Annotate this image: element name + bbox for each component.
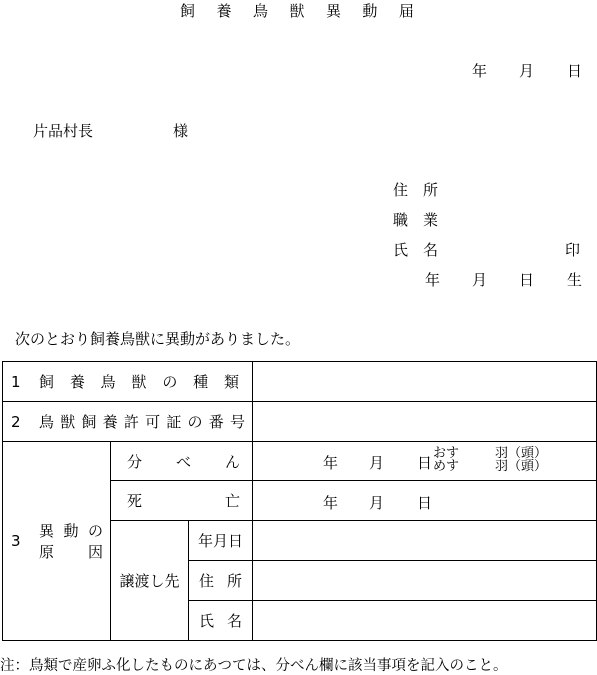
seal-mark: 印 bbox=[565, 241, 581, 259]
label-char: 名 bbox=[226, 612, 242, 630]
label-char: の bbox=[87, 522, 103, 540]
label-char: 号 bbox=[229, 413, 245, 431]
label-char: 鳥 bbox=[100, 373, 116, 391]
row-number: 1 bbox=[11, 372, 21, 391]
label-char: 養 bbox=[102, 413, 118, 431]
label-char: 動 bbox=[63, 522, 79, 540]
birth-detail-cell[interactable] bbox=[253, 442, 597, 481]
title-char: 異 bbox=[325, 2, 341, 20]
label-char: 種 bbox=[193, 373, 209, 391]
female-label: めす bbox=[433, 459, 460, 474]
species-label-cell bbox=[3, 362, 253, 402]
table-row bbox=[3, 362, 597, 402]
label-char: 因 bbox=[87, 543, 103, 561]
transfer-date-input[interactable] bbox=[253, 521, 597, 561]
table-row bbox=[3, 402, 597, 442]
female-unit: 羽（頭） bbox=[495, 459, 548, 474]
applicant-address-label-1: 住 bbox=[393, 181, 409, 199]
label-char: 所 bbox=[226, 572, 242, 590]
label-char: 養 bbox=[69, 373, 85, 391]
cause-label-cell bbox=[3, 442, 111, 641]
permit-label-cell bbox=[3, 402, 253, 442]
applicant-name-label-1: 氏 bbox=[393, 241, 409, 259]
transfer-address-input[interactable] bbox=[253, 561, 597, 601]
title-char: 養 bbox=[216, 2, 232, 20]
date-year: 年 bbox=[472, 62, 488, 80]
label-char: 住 bbox=[199, 572, 215, 590]
label-char: 番 bbox=[208, 413, 224, 431]
transfer-date-label-cell bbox=[189, 521, 253, 561]
applicant-name-label-2: 名 bbox=[423, 241, 439, 259]
permit-number-input[interactable] bbox=[253, 402, 597, 442]
transfer-name-label-cell bbox=[189, 601, 253, 641]
birth-date-year: 年 bbox=[323, 454, 339, 472]
row-number: 2 bbox=[11, 412, 21, 431]
table-row bbox=[3, 442, 597, 481]
birth-month: 月 bbox=[472, 271, 488, 289]
label-char: 氏 bbox=[199, 612, 215, 630]
death-date-year: 年 bbox=[323, 493, 339, 512]
applicant-occupation-label-2: 業 bbox=[423, 211, 439, 229]
death-date-month: 月 bbox=[369, 493, 385, 512]
title-char: 届 bbox=[398, 2, 414, 20]
label-char: 獣 bbox=[60, 413, 76, 431]
birth-date-month: 月 bbox=[369, 454, 385, 472]
label-char: ん bbox=[224, 452, 240, 471]
title-char: 動 bbox=[362, 2, 378, 20]
label-char: 亡 bbox=[224, 492, 240, 510]
birth-suffix: 生 bbox=[567, 271, 583, 289]
document-title bbox=[180, 0, 414, 21]
label-char: べ bbox=[175, 452, 191, 471]
label-char: 可 bbox=[145, 413, 161, 431]
applicant-occupation-label-1: 職 bbox=[393, 211, 409, 229]
label-char: 飼 bbox=[39, 373, 55, 391]
birth-label-cell bbox=[111, 442, 253, 481]
birth-gender-counts bbox=[433, 447, 547, 473]
label-char: 死 bbox=[127, 492, 143, 510]
label-char: の bbox=[187, 413, 203, 431]
recipient-name: 片品村長 bbox=[33, 122, 94, 140]
label-char: 鳥 bbox=[39, 413, 55, 431]
footnote: 注：鳥類で産卵ふ化したものにあつては、分べん欄に該当事項を記入のこと。 bbox=[0, 658, 508, 674]
label-char: 飼 bbox=[81, 413, 97, 431]
intro-text: 次のとおり飼養鳥獣に異動がありました。 bbox=[15, 330, 301, 348]
change-report-table bbox=[2, 361, 597, 641]
label-char: の bbox=[162, 373, 178, 391]
birth-day: 日 bbox=[519, 271, 535, 289]
row-number: 3 bbox=[11, 532, 21, 550]
title-char: 獣 bbox=[289, 2, 305, 20]
birth-date-day: 日 bbox=[417, 454, 433, 472]
species-input[interactable] bbox=[253, 362, 597, 402]
label-char: 異 bbox=[39, 522, 55, 540]
label-char: 証 bbox=[166, 413, 182, 431]
death-label-cell bbox=[111, 481, 253, 521]
date-day: 日 bbox=[567, 62, 583, 80]
title-char: 飼 bbox=[180, 2, 196, 20]
recipient-honorific: 様 bbox=[173, 122, 189, 140]
title-char: 鳥 bbox=[252, 2, 268, 20]
date-month: 月 bbox=[519, 62, 535, 80]
male-unit: 羽（頭） bbox=[495, 446, 548, 461]
transfer-name-input[interactable] bbox=[253, 601, 597, 641]
transfer-label-cell bbox=[111, 521, 189, 641]
death-date-day: 日 bbox=[417, 493, 433, 512]
label-char: 分 bbox=[127, 452, 143, 471]
death-detail-cell[interactable] bbox=[253, 481, 597, 521]
label-char: 許 bbox=[123, 413, 139, 431]
label-char: 類 bbox=[223, 373, 239, 391]
transfer-label: 譲渡し先 bbox=[119, 572, 180, 590]
birth-year: 年 bbox=[425, 271, 441, 289]
label-char: 原 bbox=[39, 543, 55, 561]
label-char: 獣 bbox=[131, 373, 147, 391]
transfer-address-label-cell bbox=[189, 561, 253, 601]
transfer-date-label: 年月日 bbox=[197, 532, 243, 550]
applicant-address-label-2: 所 bbox=[423, 181, 439, 199]
male-label: おす bbox=[433, 446, 460, 461]
